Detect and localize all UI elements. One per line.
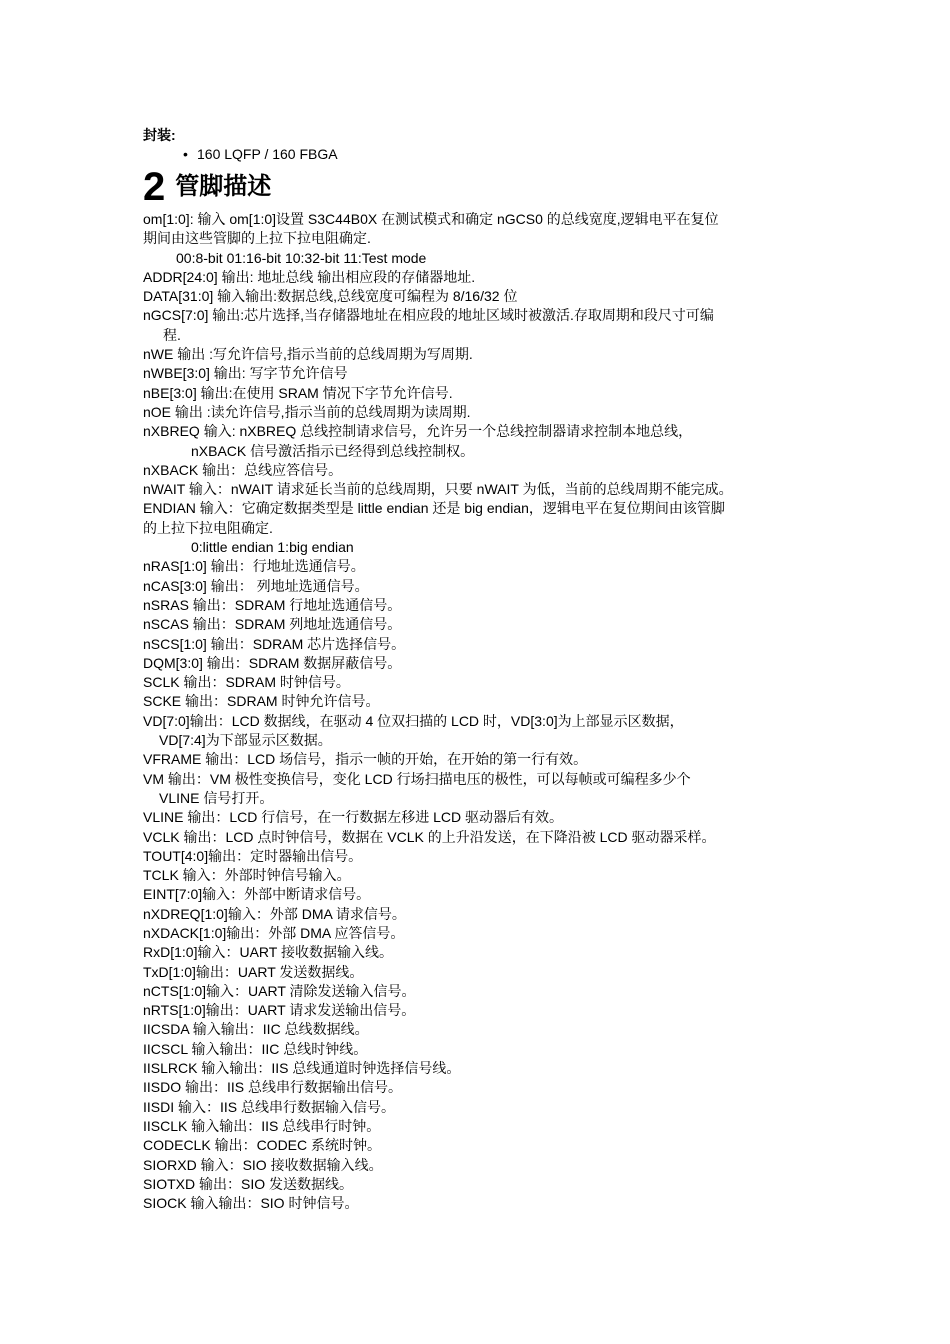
text-line: nSCS[1:0] 输出：SDRAM 芯片选择信号。	[143, 635, 406, 652]
text-line: nXDREQ[1:0]输入：外部 DMA 请求信号。	[143, 905, 406, 922]
text-line: VD[7:4]为下部显示区数据。	[159, 732, 332, 749]
text-line: DQM[3:0] 输出：SDRAM 数据屏蔽信号。	[143, 654, 402, 671]
text-line: TOUT[4:0]输出：定时器输出信号。	[143, 847, 363, 864]
text-line: nGCS[7:0] 输出:芯片选择,当存储器地址在相应段的地址区域时被激活.存取周期和段尺寸可编	[143, 307, 714, 324]
text-line: DATA[31:0] 输入输出:数据总线,总线宽度可编程为 8/16/32 位	[143, 288, 518, 305]
text-line: nCAS[3:0] 输出： 列地址选通信号。	[143, 577, 369, 594]
text-line: RxD[1:0]输入：UART 接收数据输入线。	[143, 944, 393, 961]
text-line: nSCAS 输出：SDRAM 列地址选通信号。	[143, 616, 402, 633]
package-label: 封装:	[143, 127, 176, 143]
text-line: TxD[1:0]输出：UART 发送数据线。	[143, 963, 364, 980]
text-line: VLINE 输出：LCD 行信号，在一行数据左移进 LCD 驱动器后有效。	[143, 809, 564, 826]
text-line: ENDIAN 输入：它确定数据类型是 little endian 还是 big endian，逻辑电平在复位期间由该管脚	[143, 500, 725, 517]
text-line: VCLK 输出：LCD 点时钟信号，数据在 VCLK 的上升沿发送，在下降沿被 LCD 驱动器采样。	[143, 828, 716, 845]
text-line: 00:8-bit 01:16-bit 10:32-bit 11:Test mode	[176, 249, 427, 266]
text-line: IISCLK 输入输出：IIS 总线串行时钟。	[143, 1117, 381, 1134]
text-line: IISLRCK 输入输出：IIS 总线通道时钟选择信号线。	[143, 1060, 461, 1077]
text-line: nRTS[1:0]输出：UART 请求发送输出信号。	[143, 1002, 416, 1019]
text-line: nXBACK 输出：总线应答信号。	[143, 461, 343, 478]
text-line: nSRAS 输出：SDRAM 行地址选通信号。	[143, 596, 402, 613]
text-line: SIOTXD 输出：SIO 发送数据线。	[143, 1175, 354, 1192]
text-line: IICSDA 输入输出：IIC 总线数据线。	[143, 1021, 369, 1038]
text-line: VLINE 信号打开。	[159, 789, 274, 806]
pin-description-list	[143, 210, 823, 1213]
text-line: 程.	[163, 326, 181, 343]
text-line: SIORXD 输入：SIO 接收数据输入线。	[143, 1156, 383, 1173]
text-line: nXBREQ 输入: nXBREQ 总线控制请求信号，允许另一个总线控制器请求控制本地总线，	[143, 423, 693, 440]
text-line: nCTS[1:0]输入：UART 清除发送输入信号。	[143, 982, 416, 999]
text-line: SCKE 输出：SDRAM 时钟允许信号。	[143, 693, 380, 710]
text-line: om[1:0]: 输入 om[1:0]设置 S3C44B0X 在测试模式和确定 nGCS0 的总线宽度,逻辑电平在复位	[143, 211, 719, 227]
text-line: 的上拉下拉电阻确定.	[143, 519, 273, 536]
text-line: 0:little endian 1:big endian	[191, 539, 354, 556]
text-line: nXBACK 信号激活指示已经得到总线控制权。	[191, 442, 475, 459]
package-list-item	[183, 145, 338, 163]
text-line: CODECLK 输出：CODEC 系统时钟。	[143, 1137, 382, 1154]
text-line: VFRAME 输出：LCD 场信号，指示一帧的开始，在开始的第一行有效。	[143, 751, 588, 768]
text-line: SCLK 输出：SDRAM 时钟信号。	[143, 674, 350, 691]
section-number: 2	[143, 165, 166, 209]
text-line: VM 输出：VM 极性变换信号，变化 LCD 行场扫描电压的极性，可以每帧或可编程多少个	[143, 770, 691, 787]
text-line: IISDO 输出：IIS 总线串行数据输出信号。	[143, 1079, 403, 1096]
section-heading	[143, 163, 271, 211]
text-line: EINT[7:0]输入：外部中断请求信号。	[143, 886, 371, 903]
text-line: ADDR[24:0] 输出: 地址总线 输出相应段的存储器地址.	[143, 268, 476, 285]
text-line: nOE 输出 :读允许信号,指示当前的总线周期为读周期.	[143, 403, 471, 420]
section-title: 管脚描述	[175, 173, 272, 200]
text-line: SIOCK 输入输出：SIO 时钟信号。	[143, 1195, 359, 1212]
text-line: nBE[3:0] 输出:在使用 SRAM 情况下字节允许信号.	[143, 384, 453, 401]
text-line: nRAS[1:0] 输出：行地址选通信号。	[143, 558, 365, 575]
text-line: nWAIT 输入：nWAIT 请求延长当前的总线周期，只要 nWAIT 为低，当前的总线周期不能完成。	[143, 481, 733, 498]
text-line: nXDACK[1:0]输出：外部 DMA 应答信号。	[143, 924, 405, 941]
text-line: 期间由这些管脚的上拉下拉电阻确定.	[143, 230, 371, 247]
package-item-text: 160 LQFP / 160 FBGA	[197, 146, 338, 162]
text-line: VD[7:0]输出：LCD 数据线，在驱动 4 位双扫描的 LCD 时，VD[3:0]为上部显示区数据，	[143, 712, 684, 729]
bullet-icon: •	[183, 146, 188, 162]
text-line: IICSCL 输入输出：IIC 总线时钟线。	[143, 1040, 368, 1057]
text-line: IISDI 输入：IIS 总线串行数据输入信号。	[143, 1098, 396, 1115]
text-line: TCLK 输入：外部时钟信号输入。	[143, 867, 351, 884]
text-line: nWBE[3:0] 输出: 写字节允许信号	[143, 365, 348, 382]
text-line: nWE 输出 :写允许信号,指示当前的总线周期为写周期.	[143, 346, 473, 363]
